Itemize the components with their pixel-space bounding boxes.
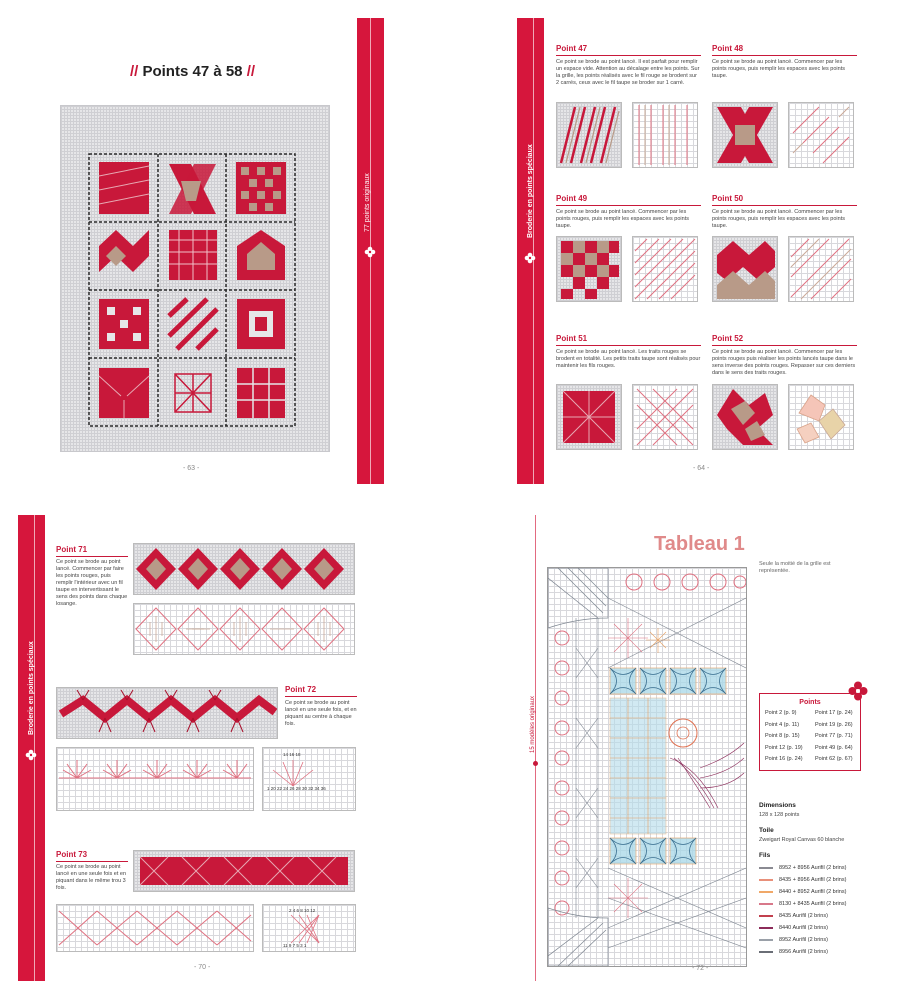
point-48-description: Ce point se brode au point lancé. Commencer par les points rouges, puis remplir les espaces avec les points taupe.: [712, 59, 845, 79]
page-72: [532, 515, 872, 981]
page-title: // Points 47 à 58 //: [129, 63, 256, 80]
embroidery-sampler-photo: [60, 105, 330, 452]
side-label: Broderie en points spéciaux: [28, 641, 35, 735]
red-side-stripe: [517, 18, 544, 484]
point-50-diagram: [788, 236, 854, 302]
grid-note: Seule la moitié de la grille est représentée.: [759, 561, 831, 574]
thread-row: 8435 + 8956 Aurifil (2 brins): [759, 874, 869, 886]
red-side-stripe: [18, 515, 45, 981]
point-48-photo: [712, 102, 778, 168]
point-73-numbered-diagram: [262, 904, 356, 952]
page-number: - 64 -: [693, 465, 710, 472]
thread-row: 8440 Aurifil (2 brins): [759, 922, 869, 934]
page-title: Tableau 1: [654, 533, 745, 555]
point-52-title: Point 52: [712, 334, 744, 343]
thread-row: 8440 + 8952 Aurifil (2 brins): [759, 886, 869, 898]
side-label: Broderie en points spéciaux: [527, 144, 534, 238]
thread-swatch: [759, 891, 773, 893]
point-47-title: Point 47: [556, 44, 588, 53]
point-72-photo: [56, 687, 278, 739]
point-52-description: Ce point se brode au point lancé. Commencer par les points rouges puis réaliser les points lancés taupe dans le sens inverse des points rouges. Repasser sur ces derniers dans le sens des traits rouges.: [712, 349, 856, 376]
point-50-description: Ce point se brode au point lancé. Commencer par les points rouges, puis remplir les espaces avec les points taupe.: [712, 209, 845, 229]
side-label: 77 points originaux: [364, 173, 371, 232]
point-72-description: Ce point se brode au point lancé en une seule fois, et en piquant au centre à chaque fois.: [285, 700, 357, 727]
point-51-description: Ce point se brode au point lancé. Les traits rouges se brodent en totalité. Les petits traits taupe sont réalisés pour maintenir les fils rouges.: [556, 349, 701, 369]
point-71-band: [134, 544, 354, 594]
thread-row: 8952 Aurifil (2 brins): [759, 934, 869, 946]
thread-row: 8956 Aurifil (2 brins): [759, 946, 869, 958]
point-52-photo: [712, 384, 778, 450]
toile-label: Toile: [759, 827, 774, 834]
thread-swatch: [759, 939, 773, 941]
thread-row: 8130 + 8435 Aurifil (2 brins): [759, 898, 869, 910]
point-52-diagram: [788, 384, 854, 450]
pattern-illustration: [548, 568, 746, 966]
page-64: [517, 18, 869, 484]
page-number: - 70 -: [194, 964, 211, 971]
flower-icon: [364, 246, 376, 258]
point-72-title: Point 72: [285, 685, 317, 694]
side-label: 15 modèles originaux: [530, 695, 536, 753]
thread-swatch: [759, 879, 773, 881]
point-71-photo: [133, 543, 355, 595]
point-48-title: Point 48: [712, 44, 744, 53]
point-51-photo: [556, 384, 622, 450]
flower-icon: [25, 749, 37, 761]
thread-list: [759, 862, 869, 958]
point-50-photo: [712, 236, 778, 302]
flower-icon: [524, 252, 536, 264]
point-49-diagram: [632, 236, 698, 302]
legend-row: Point 8 (p. 15) Point 77 (p. 71): [765, 733, 853, 739]
points-legend: [759, 693, 861, 771]
thread-swatch: [759, 915, 773, 917]
diagram-73-numbers-top: 2 4 6 8 10 12: [289, 908, 316, 913]
dimensions-value: 128 x 128 points: [759, 812, 800, 818]
point-49-title: Point 49: [556, 194, 588, 203]
dimensions-label: Dimensions: [759, 802, 796, 809]
point-51-diagram: [632, 384, 698, 450]
point-73-photo: [133, 850, 355, 892]
page-number: - 72 -: [692, 965, 709, 972]
point-50-title: Point 50: [712, 194, 744, 203]
thread-swatch: [759, 903, 773, 905]
legend-row: Point 2 (p. 9) Point 17 (p. 24): [765, 710, 853, 716]
sampler-illustration: [61, 106, 331, 453]
thread-swatch: [759, 927, 773, 929]
diagram-73-numbers-bottom: 11 9 7 5 3 1: [283, 943, 307, 948]
point-71-diagram: [133, 603, 355, 655]
legend-row: Point 16 (p. 24) Point 62 (p. 67): [765, 756, 853, 762]
point-72-numbered-diagram: [262, 747, 356, 811]
thread-swatch: [759, 867, 773, 869]
page-63: [0, 0, 385, 490]
legend-title: Points: [799, 699, 821, 706]
point-49-description: Ce point se brode au point lancé. Commencer par les points rouges, puis remplir les espaces avec les points taupe.: [556, 209, 689, 229]
point-71-description: Ce point se brode au point lancé. Commencer par faire les points rouges, puis remplir l'intérieur avec un fil taupe en intervertissant le sens des points dans chaque losange.: [56, 559, 128, 607]
fils-label: Fils: [759, 852, 771, 859]
point-71-title: Point 71: [56, 545, 88, 554]
point-48-diagram: [788, 102, 854, 168]
page-70: [18, 515, 370, 981]
legend-rows: [760, 706, 860, 766]
point-47-photo: [556, 102, 622, 168]
thread-row: 8435 Aurifil (2 brins): [759, 910, 869, 922]
diagram-72-numbers-bottom: 1 20 22 24 26 28 30 32 34 36: [267, 786, 326, 791]
diagram-72-numbers-top: 14 16 18: [283, 752, 301, 757]
point-72-diagram: [56, 747, 254, 811]
thread-row: 8952 + 8956 Aurifil (2 brins): [759, 862, 869, 874]
thread-swatch: [759, 951, 773, 953]
pattern-chart: [547, 567, 747, 967]
point-51-title: Point 51: [556, 334, 588, 343]
toile-value: Zweigart Royal Canvas 60 blanche: [759, 837, 845, 843]
legend-row: Point 12 (p. 19) Point 49 (p. 64): [765, 744, 853, 751]
point-49-photo: [556, 236, 622, 302]
legend-row: Point 4 (p. 11) Point 19 (p. 26): [765, 721, 853, 728]
page-number: - 63 -: [183, 465, 200, 472]
point-73-title: Point 73: [56, 850, 88, 859]
point-47-diagram: [632, 102, 698, 168]
point-47-description: Ce point se brode au point lancé. Il est parfait pour remplir un espace vide. Attention au décalage entre les points. Sur la grille, les points réalisés avec le fil rouge se brodent sur 2 carrés, ceux avec le fil taupe se broder sur 1 carré.: [556, 59, 700, 86]
point-73-diagram: [56, 904, 254, 952]
point-73-description: Ce point se brode au point lancé en une seule fois et en piquant dans le même trou 3 fois.: [56, 864, 127, 891]
side-dot: [533, 761, 538, 766]
